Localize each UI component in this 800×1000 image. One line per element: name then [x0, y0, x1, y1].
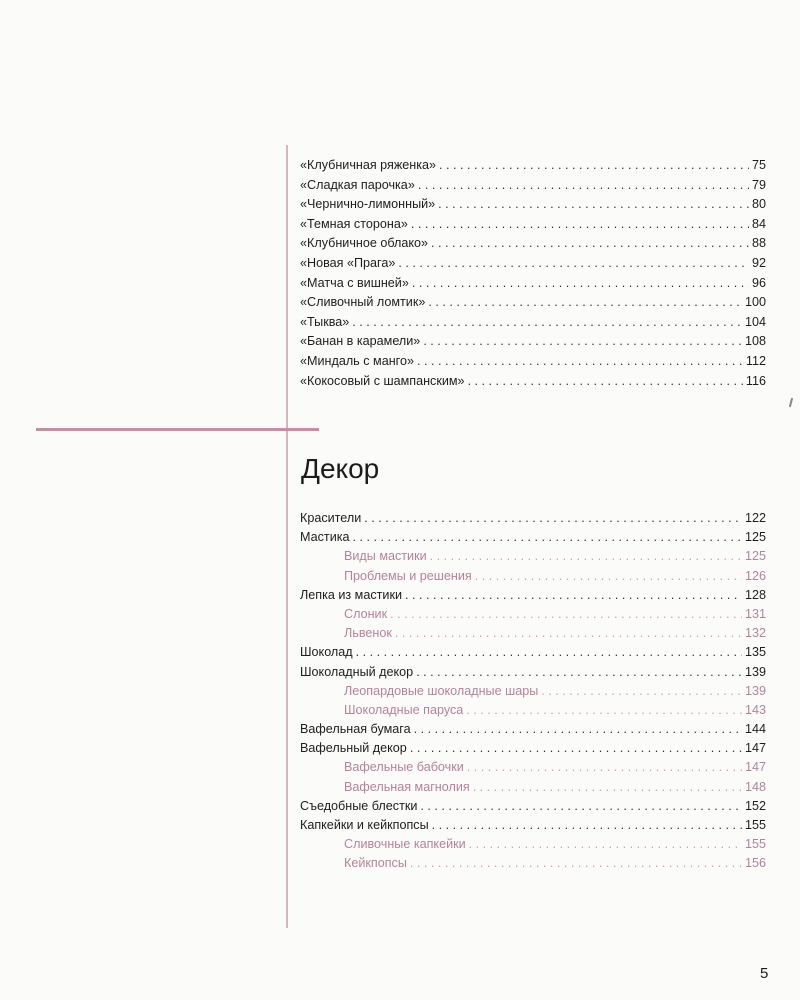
dot-leader	[414, 722, 742, 736]
dot-leader	[356, 645, 742, 659]
margin-mark	[789, 398, 793, 407]
toc-entry	[300, 315, 766, 335]
toc-entry-title: Виды мастики	[344, 549, 427, 564]
dot-leader	[405, 588, 742, 602]
toc-subentry	[300, 569, 766, 588]
vertical-divider	[286, 145, 288, 928]
toc-entry-title: Красители	[300, 511, 362, 525]
dot-leader	[411, 217, 749, 231]
toc-entry-title: Сливочные капкейки	[344, 837, 466, 852]
toc-entry-title: «Сливочный ломтик»	[300, 295, 426, 310]
toc-subentry	[300, 837, 766, 856]
toc-entry	[300, 178, 766, 198]
toc-entry	[300, 722, 766, 741]
toc-entry	[300, 665, 766, 684]
toc-entry-page: 155	[744, 837, 766, 852]
toc-entry	[300, 374, 766, 394]
dot-leader	[431, 236, 749, 250]
toc-entry	[300, 276, 766, 296]
dot-leader	[364, 511, 742, 525]
toc-entry-page: 126	[744, 568, 766, 583]
toc-entry-page: 116	[745, 373, 766, 388]
toc-entry-page: 100	[744, 295, 766, 310]
toc-entry-page: 122	[744, 511, 766, 525]
contents-list-decor	[300, 511, 766, 876]
toc-entry-title: «Кокосовый с шампанским»	[300, 373, 465, 388]
toc-subentry	[300, 607, 766, 626]
toc-entry	[300, 158, 766, 178]
toc-entry-page: 96	[751, 275, 766, 290]
dot-leader	[541, 684, 742, 698]
toc-subentry	[300, 856, 766, 875]
toc-entry-page: 92	[751, 255, 766, 270]
toc-entry	[300, 295, 766, 315]
toc-subentry	[300, 684, 766, 703]
toc-subentry	[300, 703, 766, 722]
toc-entry	[300, 645, 766, 664]
toc-entry-page: 80	[751, 197, 766, 212]
dot-leader	[468, 374, 743, 388]
toc-entry-title: Лепка из мастики	[300, 587, 402, 602]
toc-entry-title: Проблемы и решения	[344, 568, 472, 583]
dot-leader	[352, 315, 742, 329]
toc-entry	[300, 236, 766, 256]
toc-entry-title: «Клубничная ряженка»	[300, 158, 437, 172]
toc-entry-title: Кейкпопсы	[344, 856, 407, 871]
toc-entry-page: 135	[744, 645, 766, 660]
toc-entry-title: Вафельная бумага	[300, 722, 411, 737]
toc-entry-page: 108	[744, 334, 766, 349]
toc-entry-title: «Сладкая парочка»	[300, 177, 415, 192]
toc-entry	[300, 799, 766, 818]
dot-leader	[398, 256, 749, 270]
toc-entry-title: «Банан в карамели»	[300, 334, 421, 349]
toc-entry-title: Вафельный декор	[300, 741, 407, 756]
dot-leader	[430, 549, 742, 563]
contents-list-recipes	[300, 158, 766, 393]
toc-entry-page: 144	[744, 722, 766, 737]
toc-entry	[300, 530, 766, 549]
toc-entry-page: 156	[744, 856, 766, 871]
toc-entry-page: 125	[744, 530, 766, 545]
dot-leader	[438, 197, 749, 211]
toc-entry-title: Вафельные бабочки	[344, 760, 464, 775]
dot-leader	[420, 799, 742, 813]
toc-entry-page: 139	[744, 664, 766, 679]
dot-leader	[475, 569, 742, 583]
dot-leader	[417, 354, 743, 368]
toc-entry-page: 112	[745, 353, 766, 368]
toc-entry-title: Капкейки и кейкпопсы	[300, 818, 429, 832]
toc-entry-title: «Миндаль с манго»	[300, 353, 414, 368]
dot-leader	[412, 276, 749, 290]
toc-entry-page: 152	[744, 798, 766, 813]
toc-entry-page: 131	[744, 606, 766, 621]
toc-entry	[300, 256, 766, 276]
toc-entry-title: «Матча с вишней»	[300, 275, 409, 290]
toc-entry	[300, 217, 766, 237]
toc-entry-page: 147	[744, 760, 766, 775]
dot-leader	[439, 158, 749, 172]
toc-entry	[300, 354, 766, 374]
dot-leader	[418, 178, 749, 192]
dot-leader	[469, 837, 742, 851]
toc-entry-page: 147	[744, 741, 766, 756]
toc-subentry	[300, 626, 766, 645]
dot-leader	[416, 665, 742, 679]
toc-entry-title: Съедобные блестки	[300, 798, 418, 813]
toc-entry-title: Вафельная магнолия	[344, 779, 470, 794]
toc-subentry	[300, 780, 766, 799]
toc-entry-page: 88	[751, 236, 766, 251]
dot-leader	[410, 741, 742, 755]
toc-entry-page: 139	[744, 683, 766, 698]
section-divider	[36, 428, 319, 431]
toc-subentry	[300, 549, 766, 568]
toc-entry-page: 79	[751, 177, 766, 192]
toc-entry-page: 125	[744, 549, 766, 564]
toc-entry	[300, 334, 766, 354]
toc-entry-title: «Новая «Прага»	[300, 255, 396, 270]
toc-entry-page: 155	[744, 818, 766, 832]
toc-entry-title: «Темная сторона»	[300, 216, 408, 231]
section-heading-decor: Декор	[301, 453, 380, 484]
toc-entry-page: 148	[744, 779, 766, 794]
toc-entry-title: «Чернично-лимонный»	[300, 197, 436, 212]
dot-leader	[467, 760, 742, 774]
toc-entry	[300, 588, 766, 607]
toc-entry-page: 128	[744, 587, 766, 602]
toc-entry-title: «Клубничное облако»	[300, 236, 429, 251]
toc-entry-title: Слоник	[344, 606, 388, 621]
toc-entry	[300, 741, 766, 760]
dot-leader	[473, 780, 742, 794]
toc-entry-title: Шоколадный декор	[300, 664, 414, 679]
toc-entry-title: Шоколад	[300, 645, 353, 660]
toc-entry-page: 84	[751, 216, 766, 231]
toc-entry-page: 104	[744, 314, 766, 329]
toc-entry-title: Львенок	[344, 626, 392, 641]
dot-leader	[410, 856, 742, 870]
toc-entry-title: Шоколадные паруса	[344, 702, 464, 717]
dot-leader	[432, 818, 742, 832]
dot-leader	[353, 530, 742, 544]
toc-entry-page: 143	[744, 702, 766, 717]
toc-subentry	[300, 760, 766, 779]
toc-entry-page: 75	[751, 158, 766, 172]
page-number: 5	[760, 965, 769, 982]
dot-leader	[390, 607, 742, 621]
toc-entry-title: Мастика	[300, 530, 350, 545]
toc-entry	[300, 511, 766, 530]
dot-leader	[395, 626, 742, 640]
dot-leader	[428, 295, 742, 309]
dot-leader	[423, 334, 742, 348]
toc-entry	[300, 197, 766, 217]
toc-entry-title: «Тыква»	[300, 314, 350, 329]
toc-entry-page: 132	[744, 626, 766, 641]
toc-entry	[300, 818, 766, 837]
dot-leader	[466, 703, 742, 717]
toc-entry-title: Леопардовые шоколадные шары	[344, 683, 539, 698]
